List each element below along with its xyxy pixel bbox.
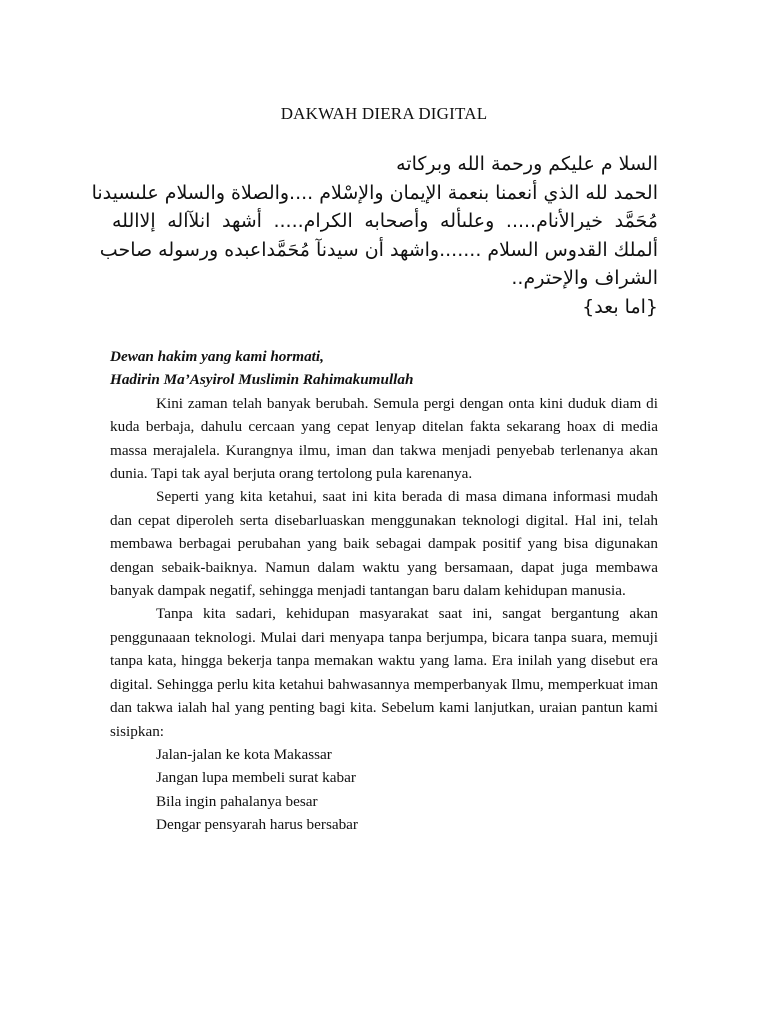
arabic-line: الشراف والإحترم.. xyxy=(511,267,658,289)
document-body xyxy=(110,345,658,837)
paragraph: Seperti yang kita ketahui, saat ini kita berada di masa dimana informasi mudah dan cepat diperoleh serta disebarluaskan menggunakan teknologi digital. Hal ini, telah membawa berbagai perubahan yang baik sebagai dampak positif yang bisa digunakan dengan sebaik-baiknya. Namun dalam waktu yang bersamaan, dapat juga membawa banyak dampak negatif, sehingga menjadi tantangan baru dalam kehidupan manusia. xyxy=(110,488,658,600)
pantun-line: Dengar pensyarah harus bersabar xyxy=(156,816,358,834)
pantun-line: Bila ingin pahalanya besar xyxy=(156,792,318,810)
paragraph: Kini zaman telah banyak berubah. Semula pergi dengan onta kini duduk diam di kuda berbaja, dahulu cercaan yang cepat lenyap ditelan fakta sekarang hoax di media massa merajalela. Kurangnya ilmu, iman dan takwa menjadi penyebab terlenanya akan dunia. Tapi tak ayal berjuta orang tertolong pula karenanya. xyxy=(110,394,658,483)
arabic-line: مُحَمَّد خيرالأنام..... وعلىأله وأصحابه الكرام..... أشهد انلآاله إلاالله xyxy=(112,210,658,232)
pantun-line: Jalan-jalan ke kota Makassar xyxy=(156,745,332,763)
greeting-line: Dewan hakim yang kami hormati, xyxy=(110,348,324,365)
arabic-line: {اما بعد} xyxy=(582,295,658,318)
arabic-line: السلا م عليكم ورحمة الله وبركاته xyxy=(396,153,658,175)
arabic-opening xyxy=(91,150,658,321)
arabic-line: ألملك القدوس السلام .......واشهد أن سيدنآ مُحَمَّداعبده ورسوله صاحب xyxy=(99,238,658,261)
greeting-line: Hadirin Ma’Asyirol Muslimin Rahimakumullah xyxy=(110,371,414,389)
paragraph: Tanpa kita sadari, kehidupan masyarakat saat ini, sangat bergantung akan penggunaaan teknologi. Mulai dari menyapa tanpa berjumpa, bicara tanpa suara, memuji tanpa kata, hingga bekerja tanpa memakan waktu yang lama. Era inilah yang disebut era digital. Sehingga perlu kita ketahui bahwasannya memperbanyak Ilmu, memperkuat iman dan takwa ialah hal yang penting bagi kita. Sebelum kami lanjutkan, uraian pantun kami sisipkan: xyxy=(110,605,658,740)
arabic-line: الحمد لله الذي أنعمنا بنعمة الإيمان والإسْلام ....والصلاة والسلام علىسيدنا xyxy=(91,181,658,204)
document-title: DAKWAH DIERA DIGITAL xyxy=(280,104,488,123)
pantun-block xyxy=(110,743,658,837)
pantun-line: Jangan lupa membeli surat kabar xyxy=(156,769,356,787)
